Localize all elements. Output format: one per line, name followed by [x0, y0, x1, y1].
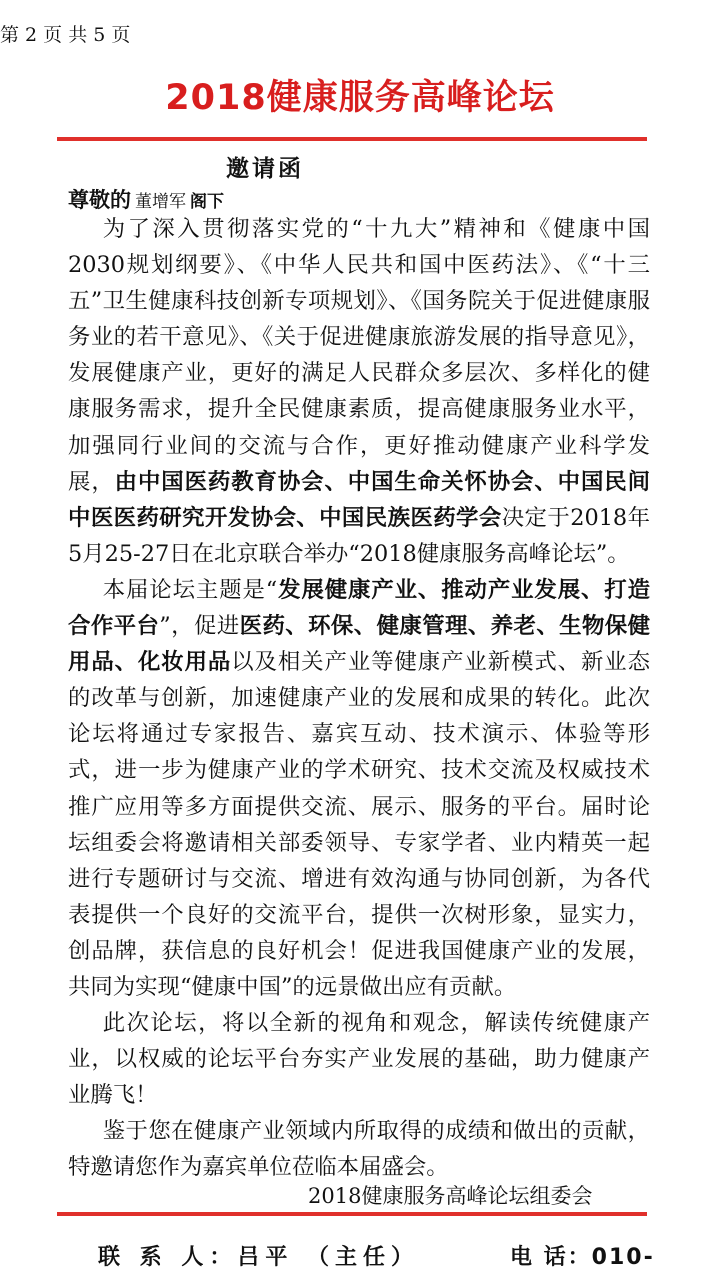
paragraph-2-sectors: 医药、环保、健康管理、养老、生物保健用品、化妆用品 [68, 613, 651, 676]
salutation-suffix: 阁下 [190, 192, 224, 212]
paragraph-1-text-a: 为了深入贯彻落实党的“十九大”精神和《健康中国2030规划纲要》、《中华人民共和国中医药法》、《“十三五”卫生健康科技创新专项规划》、《国务院关于促进健康服务业的若干意见》、《关于促进健康旅游发展的指导意见》，发展健康产业，更好的满足人民群众多层次、多样化的健康服务需求，提升全民健康素质，提高健康服务业水平，加强同行业间的交流与合作，更好推动健康产业科学发展， [68, 216, 650, 495]
contact-phone [510, 1240, 655, 1271]
letter-body [68, 211, 650, 1186]
salutation [68, 184, 224, 214]
contact-line [0, 1240, 720, 1280]
guest-name: 董增军 [135, 192, 186, 212]
paragraph-2 [68, 572, 650, 1005]
paragraph-2-text-c: ”，促进 [159, 613, 240, 640]
salutation-prefix: 尊敬的 [68, 188, 131, 212]
paragraph-1-organizers: 由中国医药教育协会、中国生命关怀协会、中国民间中医医药研究开发协会、中国民族医药学会 [68, 468, 651, 531]
contact-person-label: 联 系 人： [98, 1245, 238, 1270]
contact-person-value: 吕平 （主任） [237, 1245, 419, 1270]
page-indicator: 第 2 页 共 5 页 [0, 24, 131, 46]
top-divider [57, 137, 647, 141]
signature: 2018健康服务高峰论坛组委会 [308, 1184, 593, 1208]
paragraph-1-text-c: 决定于2018年5月25-27日在北京联合举办“2018健康服务高峰论坛”。 [68, 504, 651, 567]
paragraph-2-text-e: 以及相关产业等健康产业新模式、新业态的改革与创新，加速健康产业的发展和成果的转化。此次论坛将通过专家报告、嘉宾互动、技术演示、体验等形式，进一步为健康产业的学术研究、技术交流及权威技术推广应用等多方面提供交流、展示、服务的平台。届时论坛组委会将邀请相关部委领导、专家学者、业内精英一起进行专题研讨与交流、增进有效沟通与协同创新，为各代表提供一个良好的交流平台，提供一次树形象，显实力，创品牌，获信息的良好机会！促进我国健康产业的发展，共同为实现“健康中国”的远景做出应有贡献。 [68, 649, 651, 1000]
contact-phone-label: 电 话： [510, 1245, 592, 1270]
paragraph-3: 此次论坛，将以全新的视角和观念，解读传统健康产业，以权威的论坛平台夯实产业发展的基础，助力健康产业腾飞！ [68, 1010, 650, 1109]
paragraph-2-text-a: 本届论坛主题是“ [102, 576, 278, 603]
document-title: 2018健康服务高峰论坛 [165, 78, 555, 118]
paragraph-1 [68, 211, 650, 572]
contact-phone-value: 010- [591, 1245, 655, 1270]
bottom-divider [57, 1212, 647, 1216]
paragraph-2-theme: 发展健康产业、推动产业发展、打造合作平台 [68, 576, 650, 640]
paragraph-4: 鉴于您在健康产业领域内所取得的成绩和做出的贡献，特邀请您作为嘉宾单位莅临本届盛会。 [68, 1118, 650, 1181]
contact-person [98, 1240, 419, 1271]
document-subtitle: 邀请函 [226, 156, 304, 182]
